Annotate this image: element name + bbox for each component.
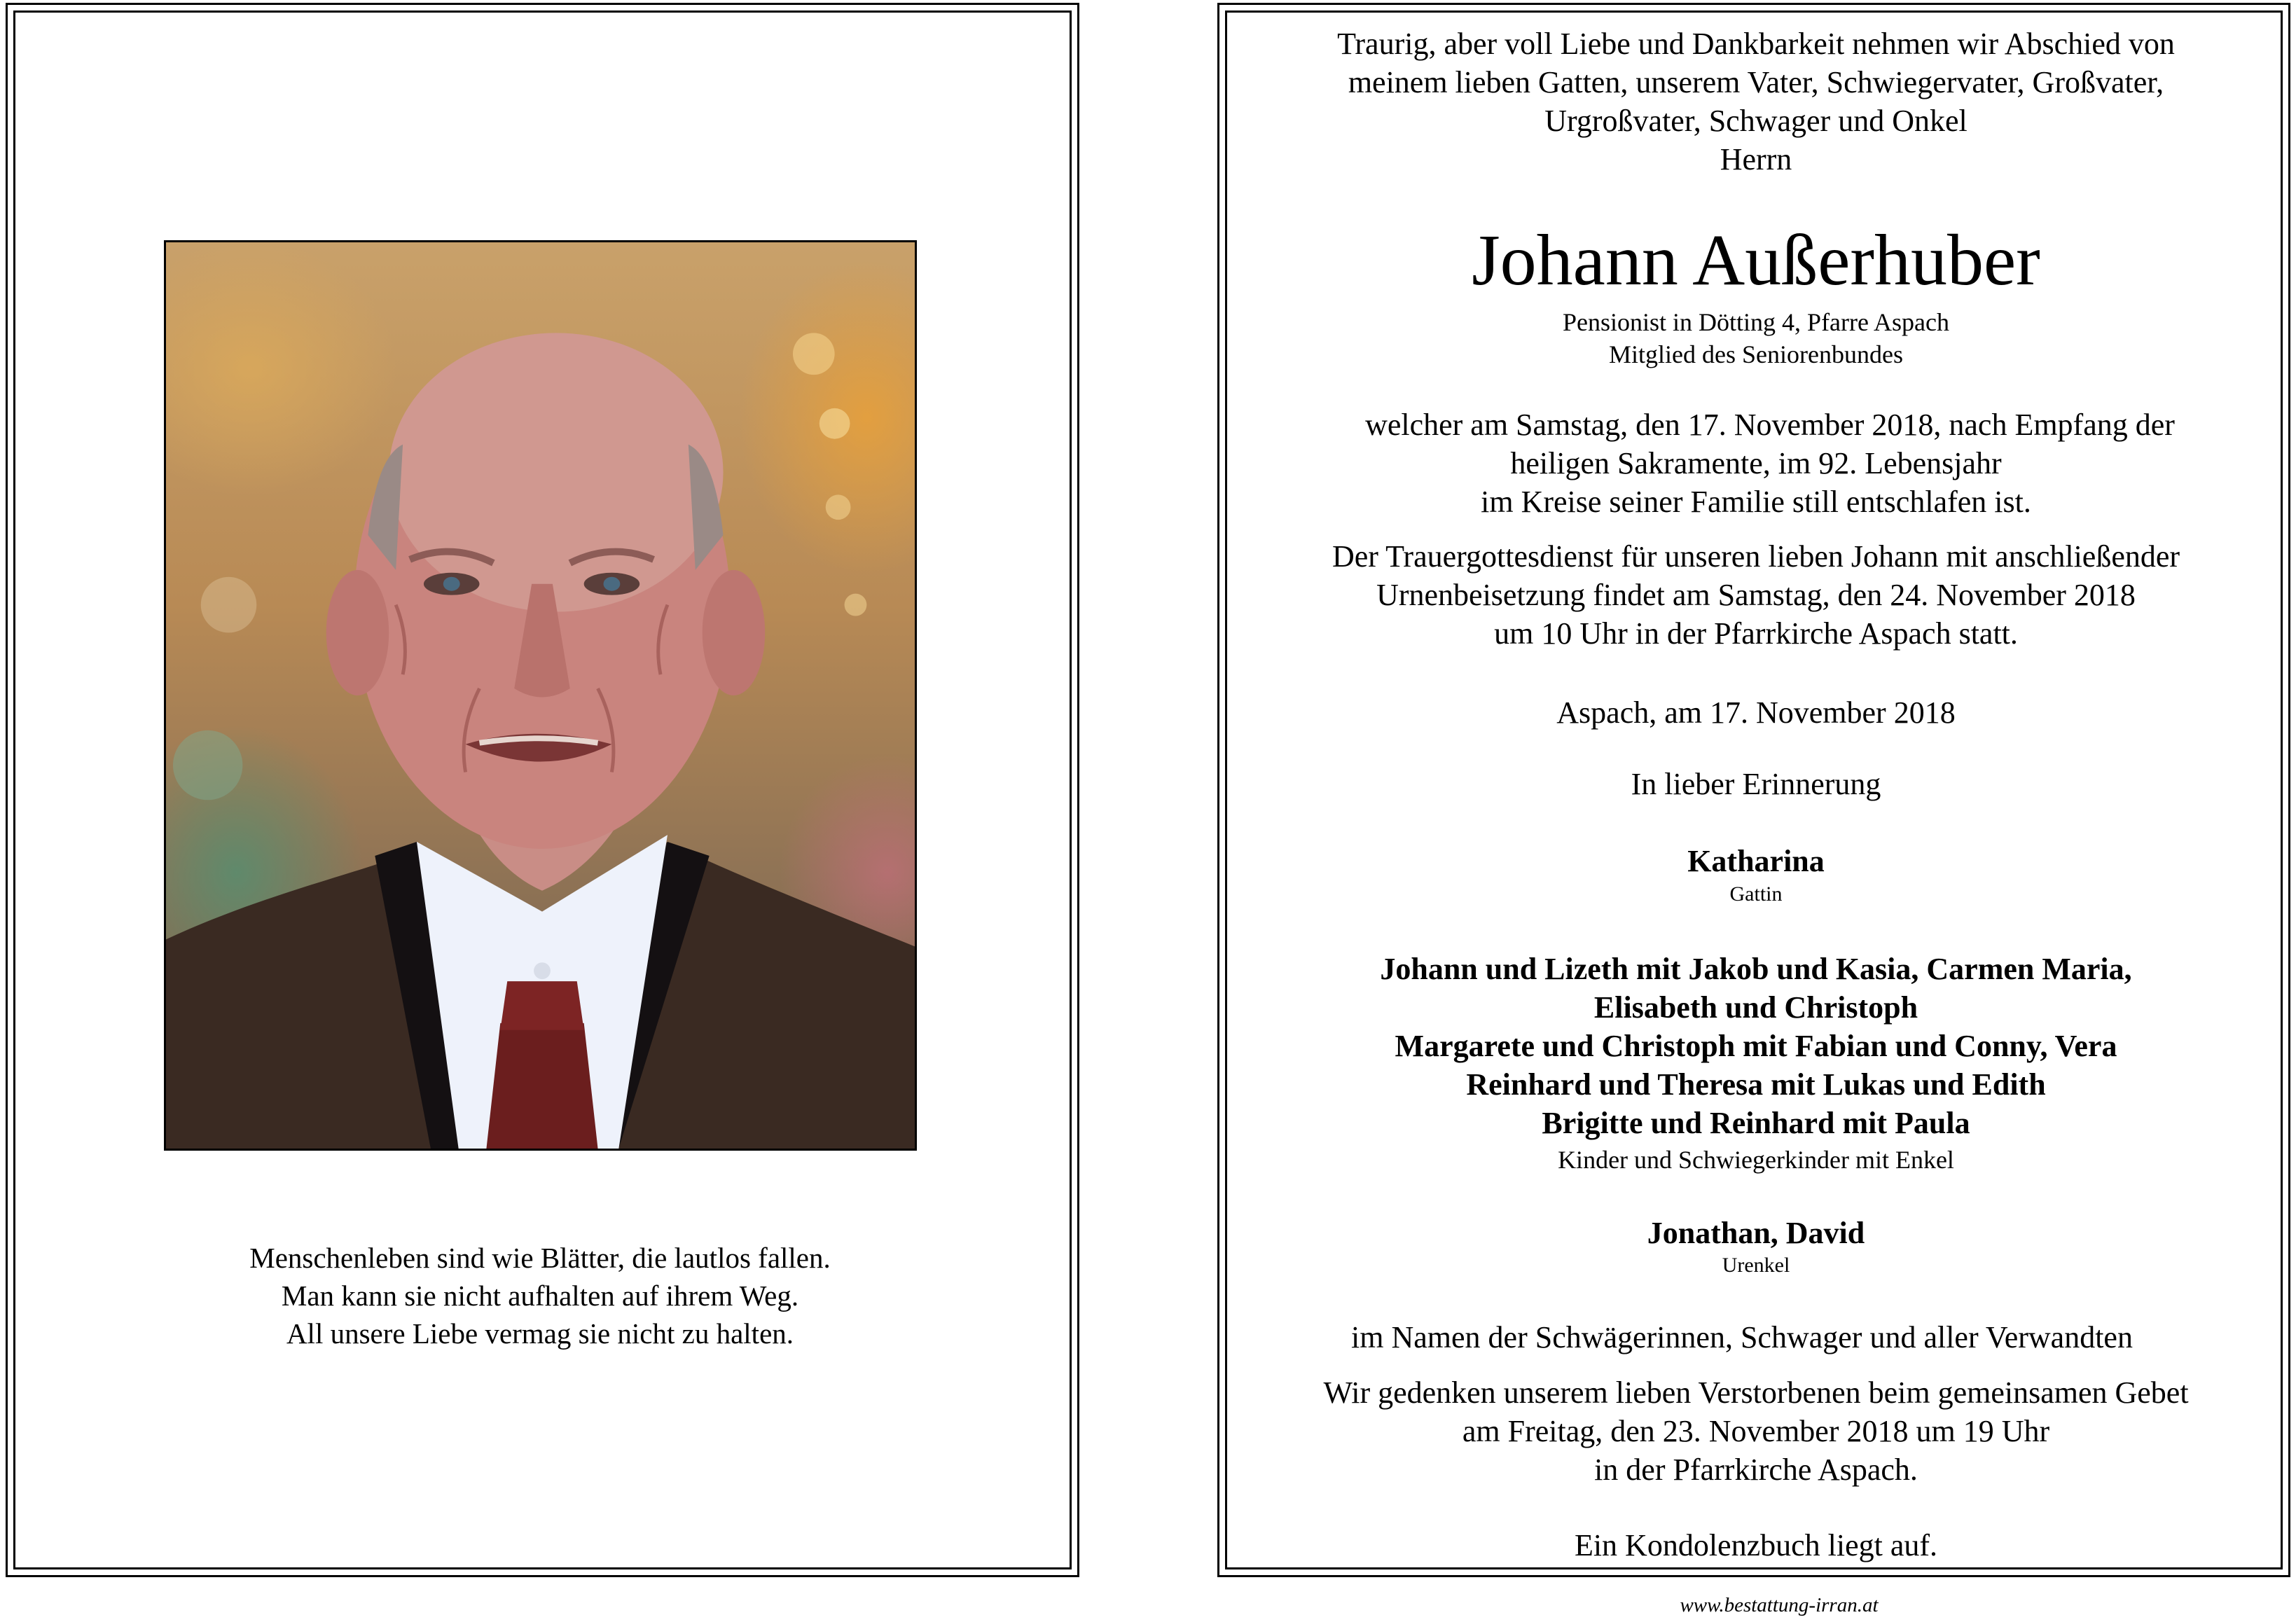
intro-line: meinem lieben Gatten, unserem Vater, Schwiegervater, Großvater,: [1348, 65, 2164, 99]
death-notice-line: heiligen Sakramente, im 92. Lebensjahr: [1510, 446, 2002, 480]
remembrance: In lieber Erinnerung: [1631, 767, 1881, 801]
condolence-line: Ein Kondolenzbuch liegt auf.: [1574, 1528, 1938, 1562]
great-grandchildren-name: Jonathan, David: [1647, 1216, 1865, 1250]
spouse-name: Katharina: [1687, 844, 1825, 878]
portrait-photo: [164, 240, 917, 1151]
poem: [113, 1239, 967, 1352]
children-line: Brigitte und Reinhard mit Paula: [1542, 1106, 1970, 1140]
intro-line: Traurig, aber voll Liebe und Dankbarkeit nehmen wir Abschied von: [1337, 27, 2175, 61]
poem-line: Man kann sie nicht aufhalten auf ihrem Weg.: [281, 1280, 799, 1312]
service-line: Urnenbeisetzung findet am Samstag, den 24. November 2018: [1376, 578, 2136, 612]
intro-salutation: Herrn: [1720, 142, 1792, 176]
prayer-line: am Freitag, den 23. November 2018 um 19 Uhr: [1462, 1414, 2050, 1448]
children-line: Reinhard und Theresa mit Lukas und Edith: [1466, 1067, 2046, 1102]
service-line: um 10 Uhr in der Pfarrkirche Aspach statt.: [1494, 616, 2018, 651]
relatives-line: im Namen der Schwägerinnen, Schwager und aller Verwandten: [1351, 1320, 2133, 1354]
right-card: [1217, 3, 2290, 1577]
subtitle-line: Mitglied des Seniorenbundes: [1609, 340, 1903, 368]
place-date: Aspach, am 17. November 2018: [1556, 695, 1956, 730]
children-role: Kinder und Schwiegerkinder mit Enkel: [1558, 1146, 1954, 1174]
children-line: Elisabeth und Christoph: [1593, 990, 1918, 1025]
funeral-home-website[interactable]: www.bestattung-irran.at: [1680, 1594, 1879, 1616]
death-notice-line: im Kreise seiner Familie still entschlafen ist.: [1481, 485, 2031, 519]
children-line: Johann und Lizeth mit Jakob und Kasia, Carmen Maria,: [1380, 952, 2132, 986]
death-notice-line: welcher am Samstag, den 17. November 2018, nach Empfang der: [1365, 408, 2175, 442]
poem-line: All unsere Liebe vermag sie nicht zu halten.: [286, 1317, 794, 1350]
poem-line: Menschenleben sind wie Blätter, die lautlos fallen.: [249, 1242, 831, 1274]
prayer-line: in der Pfarrkirche Aspach.: [1594, 1453, 1918, 1487]
deceased-name: Johann Außerhuber: [1472, 220, 2040, 300]
intro-line: Urgroßvater, Schwager und Onkel: [1544, 104, 1967, 138]
portrait-illustration: [166, 242, 915, 1149]
great-grandchildren-role: Urenkel: [1722, 1254, 1790, 1277]
subtitle-line: Pensionist in Dötting 4, Pfarre Aspach: [1563, 308, 1949, 336]
service-line: Der Trauergottesdienst für unseren lieben Johann mit anschließender: [1332, 539, 2180, 574]
children-line: Margarete und Christoph mit Fabian und Conny, Vera: [1395, 1029, 2117, 1063]
prayer-line: Wir gedenken unserem lieben Verstorbenen beim gemeinsamen Gebet: [1323, 1375, 2189, 1410]
spouse-role: Gattin: [1729, 882, 1783, 906]
left-card: [6, 3, 1079, 1577]
